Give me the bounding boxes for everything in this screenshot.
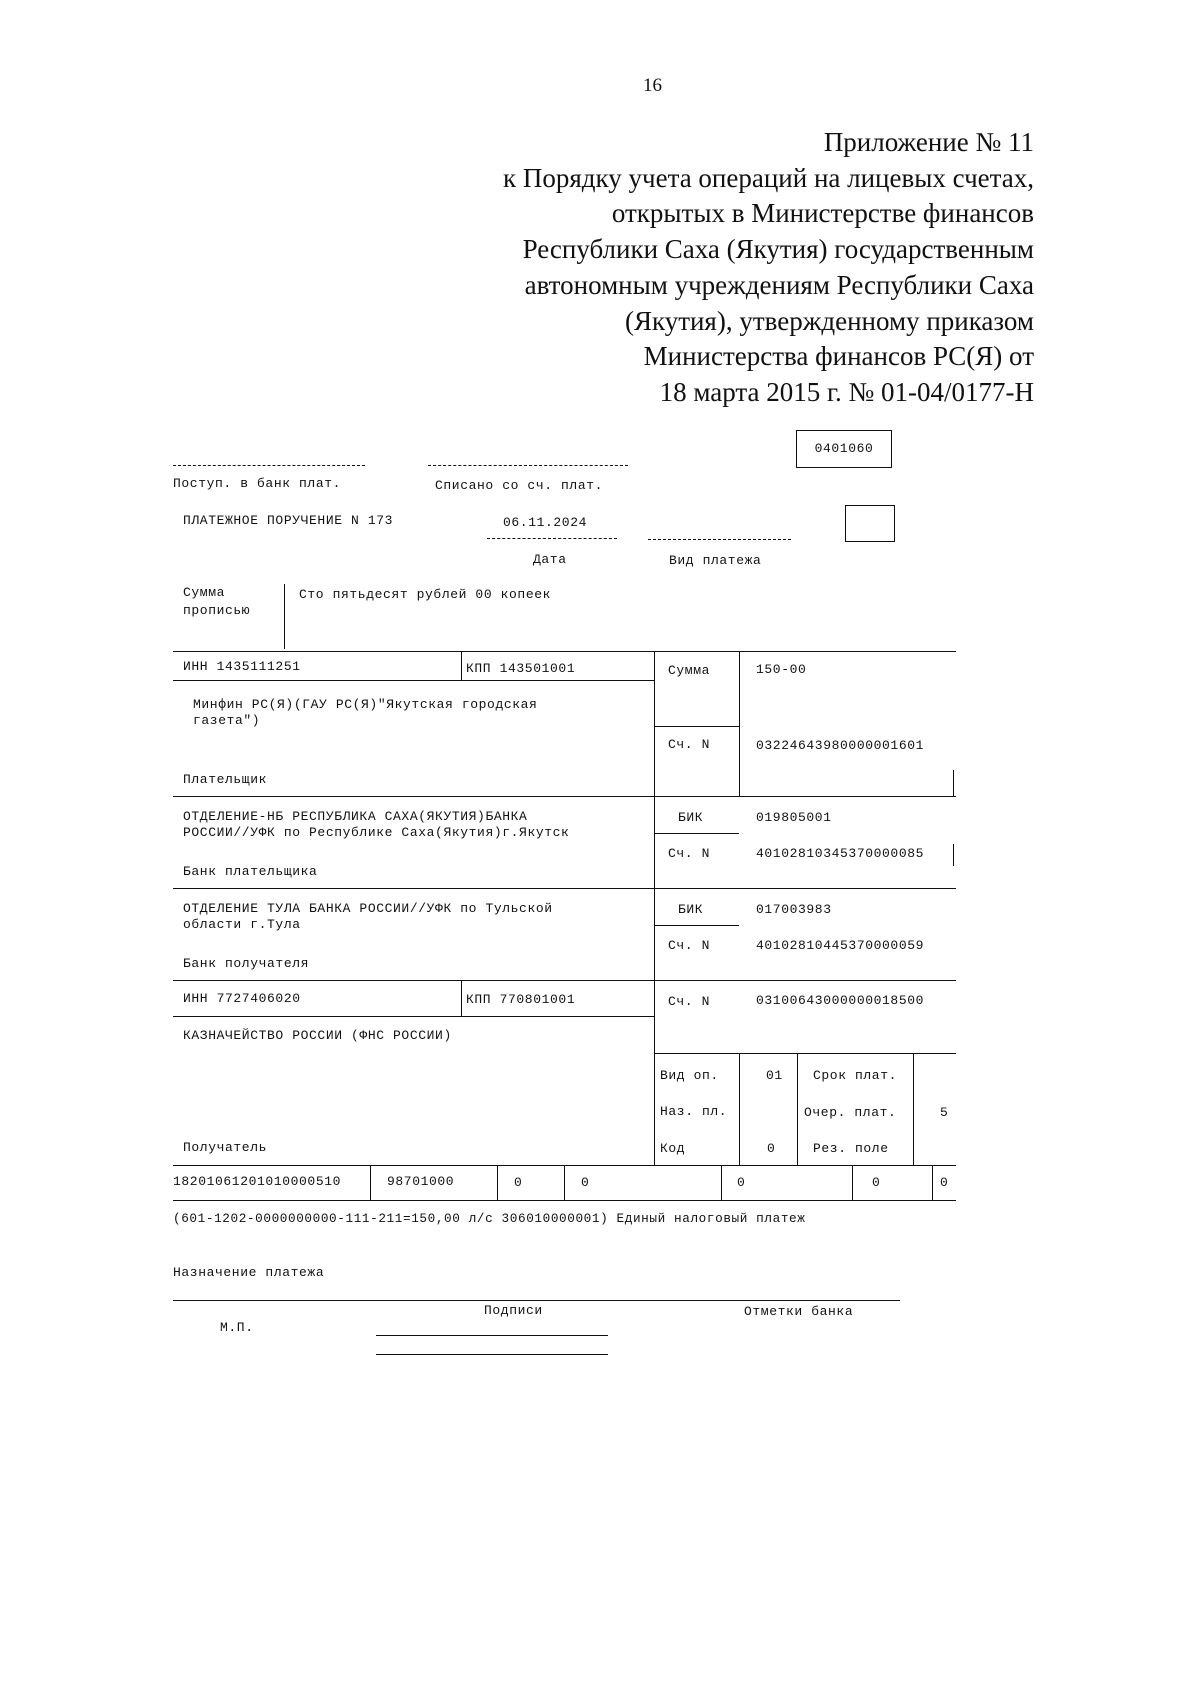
grid-line [461, 651, 462, 680]
kod-value: 0 [767, 1141, 776, 1156]
grid-line [173, 651, 956, 652]
payer-name-line: газета") [193, 713, 261, 728]
payer-account: 03224643980000001601 [756, 738, 925, 753]
purpose-label: Назначение платежа [173, 1265, 325, 1280]
grid-line [173, 680, 654, 681]
purpose-bottom-line [173, 1300, 900, 1301]
tax-cell: 0 [581, 1175, 590, 1190]
ocher-label: Очер. плат. [804, 1105, 897, 1120]
grid-line [173, 1016, 654, 1017]
sum-words-label-line: прописью [183, 603, 251, 618]
sum-value: 150-00 [756, 662, 807, 677]
payer-bank-name [183, 809, 569, 840]
bank-marks-label: Отметки банка [744, 1304, 854, 1319]
grid-line [913, 1053, 914, 1165]
grid-line [721, 1165, 722, 1200]
sum-words-label-line: Сумма [183, 585, 226, 600]
okud-code-box [796, 430, 892, 468]
appendix-line: к Порядку учета операций на лицевых счетах, [503, 162, 1034, 193]
stamp-label: М.П. [220, 1320, 254, 1335]
appendix-line: Министерства финансов РС(Я) от [643, 341, 1034, 372]
sum-label: Сумма [668, 663, 711, 678]
grid-line [654, 726, 739, 727]
payee-kpp: КПП 770801001 [466, 992, 576, 1007]
rez-label: Рез. поле [813, 1141, 889, 1156]
payer-name [193, 697, 537, 728]
grid-line [739, 651, 740, 797]
sum-words-divider [284, 584, 285, 649]
grid-line [739, 1053, 740, 1165]
payer-bank-account: 40102810345370000085 [756, 846, 925, 861]
sum-words-value: Сто пятьдесят рублей 00 копеек [299, 587, 552, 602]
date-value: 06.11.2024 [503, 515, 588, 530]
received-line [173, 465, 365, 466]
payer-kpp: КПП 143501001 [466, 661, 576, 676]
grid-line [461, 980, 462, 1016]
grid-line [654, 833, 739, 834]
grid-line [497, 1165, 498, 1200]
payer-bank-label: Банк плательщика [183, 864, 318, 879]
payment-type-label: Вид платежа [669, 553, 762, 568]
payer-account-label: Сч. N [668, 737, 711, 752]
grid-line [953, 844, 954, 866]
payee-bank-account-label: Сч. N [668, 938, 711, 953]
page-number: 16 [643, 75, 662, 96]
payment-type-box [845, 505, 895, 542]
tax-cell: 0 [514, 1175, 523, 1190]
vid-op-label: Вид оп. [660, 1068, 719, 1083]
ocher-value: 5 [940, 1105, 949, 1120]
grid-line [173, 1200, 956, 1201]
debited-label: Списано со сч. плат. [435, 478, 604, 493]
date-label: Дата [533, 552, 567, 567]
grid-line [173, 888, 956, 889]
appendix-line: автономным учреждениям Республики Саха [524, 269, 1034, 300]
appendix-line: (Якутия), утвержденному приказом [624, 305, 1034, 336]
kod-label: Код [660, 1141, 686, 1156]
purpose-text: (601-1202-0000000000-111-211=150,00 л/с 306010000001) Единый налоговый платеж [173, 1211, 806, 1226]
appendix-line: Республики Саха (Якутия) государственным [522, 234, 1034, 265]
payee-account: 03100643000000018500 [756, 993, 925, 1008]
payee-bank-name-line: ОТДЕЛЕНИЕ ТУЛА БАНКА РОССИИ//УФК по Тульской [183, 901, 553, 916]
payer-bank-bik: 019805001 [756, 810, 832, 825]
debited-line [428, 465, 628, 466]
grid-line [654, 1053, 956, 1054]
grid-line [654, 925, 739, 926]
payee-bank-bik: 017003983 [756, 902, 832, 917]
appendix-line: 18 марта 2015 г. № 01-04/0177-Н [659, 376, 1034, 407]
grid-line [797, 1053, 798, 1165]
payer-inn: ИНН 1435111251 [183, 659, 301, 674]
form-title: ПЛАТЕЖНОЕ ПОРУЧЕНИЕ N 173 [183, 513, 394, 528]
grid-line [932, 1165, 933, 1200]
payer-bank-account-label: Сч. N [668, 846, 711, 861]
okud-code: 0401060 [814, 441, 874, 456]
payer-name-line: Минфин РС(Я)(ГАУ РС(Я)"Якутская городская [193, 697, 538, 712]
payee-inn: ИНН 7727406020 [183, 991, 301, 1006]
grid-line [654, 651, 655, 1165]
payee-bank-name [183, 901, 553, 932]
tax-cell: 0 [872, 1175, 881, 1190]
grid-line [173, 796, 956, 797]
payee-bank-name-line: области г.Тула [183, 917, 301, 932]
tax-cell: 0 [940, 1175, 949, 1190]
payer-bank-bik-label: БИК [678, 810, 704, 825]
naz-pl-label: Наз. пл. [660, 1104, 728, 1119]
payee-bank-label: Банк получателя [183, 956, 310, 971]
payment-type-line [648, 539, 791, 540]
payee-account-label: Сч. N [668, 994, 711, 1009]
appendix-header [503, 125, 1034, 411]
grid-line [370, 1165, 371, 1200]
grid-line [564, 1165, 565, 1200]
tax-kbk: 18201061201010000510 [173, 1174, 342, 1189]
payee-bank-bik-label: БИК [678, 902, 704, 917]
vid-op-value: 01 [766, 1068, 783, 1083]
payee-label: Получатель [183, 1140, 268, 1155]
tax-oktmo: 98701000 [387, 1174, 455, 1189]
date-line [487, 538, 617, 539]
appendix-line: Приложение № 11 [823, 127, 1034, 157]
signatures-label: Подписи [484, 1303, 543, 1318]
payee-bank-account: 40102810445370000059 [756, 938, 925, 953]
payee-name: КАЗНАЧЕЙСТВО РОССИИ (ФНС РОССИИ) [183, 1028, 452, 1043]
srok-label: Срок плат. [813, 1068, 898, 1083]
sum-words-label [183, 585, 250, 618]
received-label: Поступ. в банк плат. [173, 476, 342, 491]
payer-label: Плательщик [183, 772, 268, 787]
grid-line [953, 770, 954, 797]
tax-cell: 0 [737, 1175, 746, 1190]
grid-line [852, 1165, 853, 1200]
payer-bank-name-line: РОССИИ//УФК по Республике Саха(Якутия)г.Якутск [183, 825, 570, 840]
grid-line [173, 980, 956, 981]
signature-line [376, 1335, 608, 1336]
payer-bank-name-line: ОТДЕЛЕНИЕ-НБ РЕСПУБЛИКА САХА(ЯКУТИЯ)БАНКА [183, 809, 528, 824]
signature-line [376, 1354, 608, 1355]
appendix-line: открытых в Министерстве финансов [611, 198, 1034, 229]
